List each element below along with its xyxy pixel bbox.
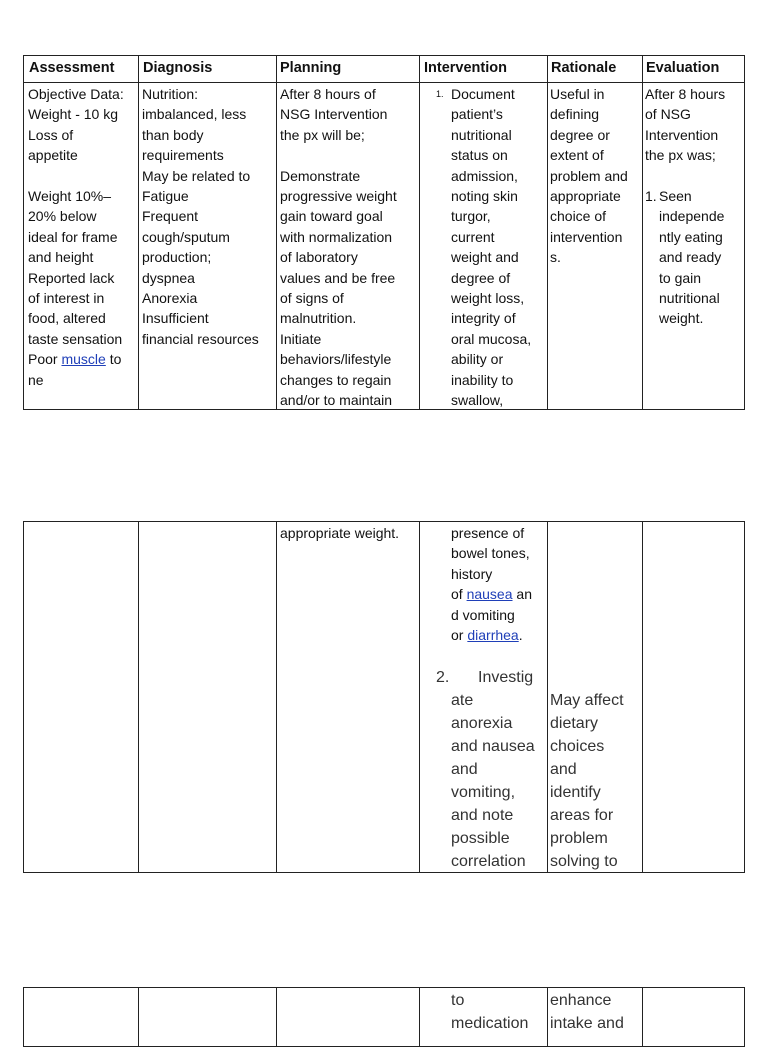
intervention-3-text: to medication [451,992,529,1032]
evaluation-number: 1. [645,188,657,204]
header-evaluation: Evaluation [646,60,720,76]
planning-continued: appropriate weight. [280,525,400,541]
intervention-2-text: ate anorexia and nausea and vomiting, and note possible correlation [451,692,535,870]
header-diagnosis: Diagnosis [143,60,213,76]
rationale-2-text: May affect dietary choices and identify areas for problem solving to [550,692,624,870]
header-assessment: Assessment [29,60,115,76]
care-plan-table-page-1 [23,55,745,410]
header-intervention: Intervention [424,60,507,76]
header-planning: Planning [280,60,342,76]
rationale-cell: Useful in defining degree or extent of problem and appropriate choice of intervention s. [550,86,628,266]
header-rationale: Rationale [551,60,617,76]
assessment-cell [28,84,124,390]
assessment-text: Objective Data: Weight - 10 kg Loss of appetite Weight 10%– 20% below ideal for frame and height Reported lack of interest in food, altered taste sensation Poor [28,86,124,368]
intervention-cell: Document patient’s nutritional status on admission, noting skin turgor, current weight and degree of weight loss, integrity of oral mucosa, ability or inability to swallow, [451,86,532,409]
diagnosis-cell: Nutrition: imbalanced, less than body requirements May be related to Fatigue Frequent cough/sputum production; dyspnea Anorexia Insufficient financial resources [142,86,259,347]
intervention-2-first-word: Investig [478,669,534,686]
rationale-3-text: enhance intake and [550,992,624,1032]
muscle-link[interactable]: muscle [61,351,106,368]
evaluation-item: Seen independe ntly eating and ready to gain nutritional weight. [659,188,725,327]
planning-cell: After 8 hours of NSG Intervention the px will be; Demonstrate progressive weight gain toward goal with normalization of laboratory values and be free of signs of malnutrition. Initiate behaviors/lifestyle changes to regain and/or to maintain [280,86,397,409]
assessment-text-end: to ne [28,351,122,388]
intervention-2-number: 2. [436,669,450,686]
diarrhea-link[interactable]: diarrhea [467,627,519,644]
intervention-continued [451,523,532,645]
intervention-text-b: an d vomiting or [451,586,532,644]
nausea-link[interactable]: nausea [466,586,513,603]
intervention-text-c: . [518,627,523,644]
intervention-text-a: presence of bowel tones, history of [451,525,530,603]
intervention-number-1: 1. [436,89,444,99]
care-plan-table-page-3 [23,987,745,1047]
evaluation-cell: After 8 hours of NSG Intervention the px was; [645,86,726,164]
care-plan-table-page-2 [23,521,745,873]
